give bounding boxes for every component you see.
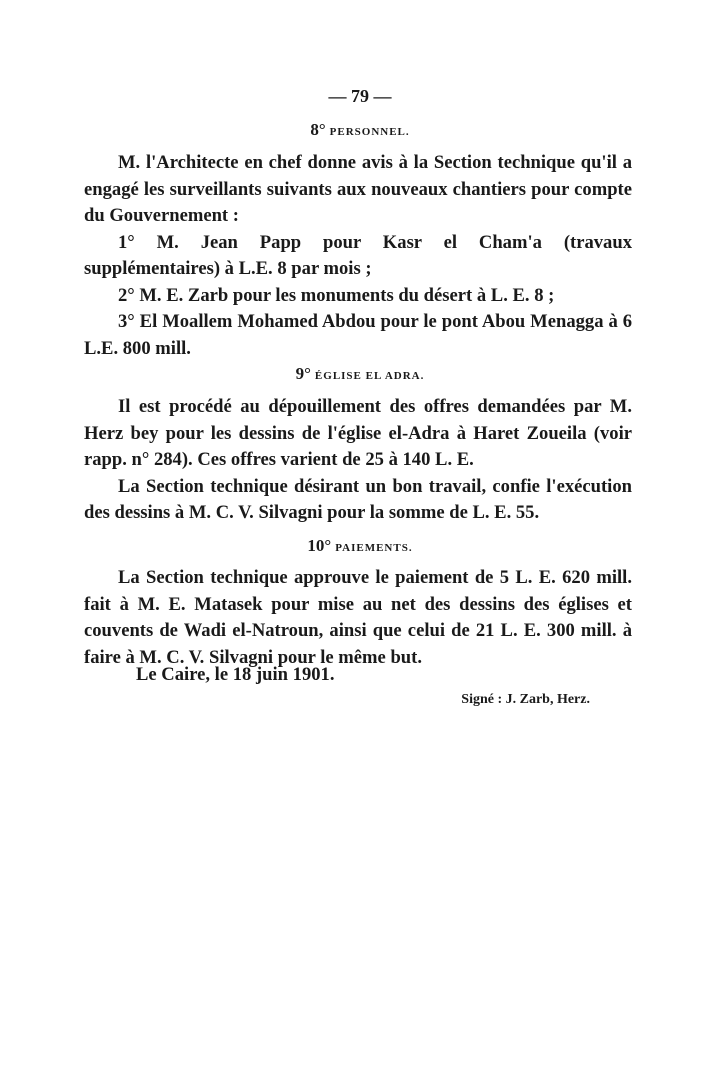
section-8-paragraph: 2° M. E. Zarb pour les monuments du désert à L. E. 8 ; <box>118 284 555 306</box>
section-8-paragraph: M. l'Architecte en chef donne avis à la Section technique qu'il a engagé les surveillants suivants aux nouveaux chantiers pour compte du Gouvernement : <box>84 152 632 226</box>
section-8-paragraph: 1° M. Jean Papp pour Kasr el Cham'a (travaux supplémentaires) à L.E. 8 par mois ; <box>84 231 632 279</box>
signature: Signé : J. Zarb, Herz. <box>461 692 590 707</box>
section-8-heading <box>0 120 720 140</box>
section-10-heading <box>0 536 720 556</box>
section-8-paragraph: 3° El Moallem Mohamed Abdou pour le pont Abou Menagga à 6 L.E. 800 mill. <box>84 311 632 359</box>
closing-date: Le Caire, le 18 juin 1901. <box>136 664 335 685</box>
page-number: — 79 — <box>328 86 392 106</box>
section-9-paragraph: Il est procédé au dépouillement des offres demandées par M. Herz bey pour les dessins de l'église el-Adra à Haret Zoueila (voir rapp. n° 284). Ces offres varient de 25 à 140 L. E. <box>84 396 632 470</box>
section-10-title: PAIEMENTS. <box>335 542 413 554</box>
section-8-number: 8° <box>310 120 326 139</box>
section-9-number: 9° <box>295 364 311 383</box>
section-8-body <box>84 150 632 362</box>
section-8-title: PERSONNEL. <box>329 126 410 138</box>
section-10-number: 10° <box>307 536 332 555</box>
section-9-body <box>84 394 632 527</box>
section-10-paragraph: La Section technique approuve le paiement de 5 L. E. 620 mill. fait à M. E. Matasek pour mise au net des dessins des églises et couvents de Wadi el-Natroun, ainsi que celui de 21 L. E. 300 mill. à faire à M. C. V. Silvagni pour le même but. <box>84 567 632 668</box>
section-9-paragraph: La Section technique désirant un bon travail, confie l'exécution des dessins à M. C. V. Silvagni pour la somme de L. E. 55. <box>84 475 632 523</box>
section-10-body <box>84 565 632 671</box>
section-9-title: ÉGLISE EL ADRA. <box>314 370 425 382</box>
section-9-heading <box>0 364 720 384</box>
